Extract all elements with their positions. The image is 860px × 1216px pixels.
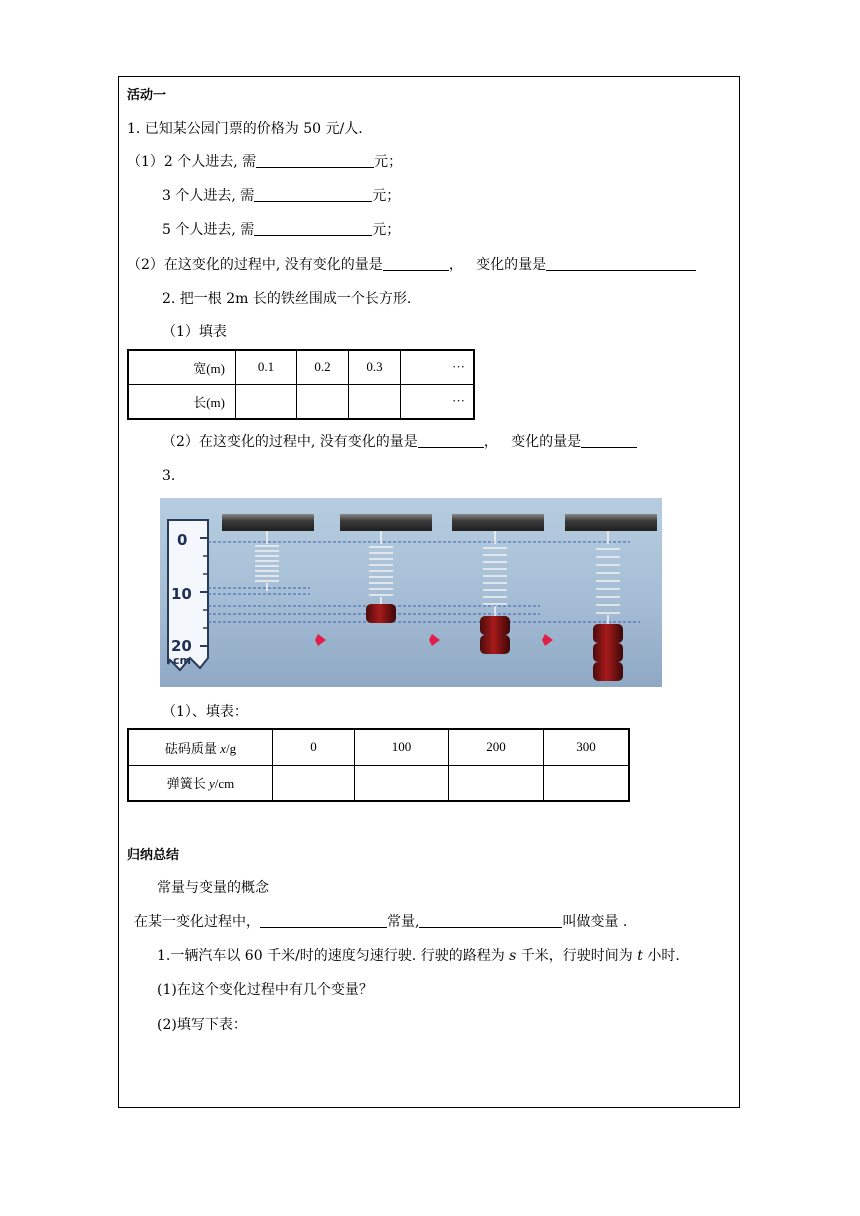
label-unit: /cm <box>214 776 235 792</box>
example-1-question-2: (2)填写下表： <box>157 1017 247 1033</box>
table-input-cell[interactable] <box>544 765 630 801</box>
table-cell: 200 <box>449 729 544 765</box>
ruler-label-10: 10 <box>171 585 192 603</box>
question-1-part-2 <box>127 256 696 274</box>
table-cell <box>128 729 273 765</box>
definition-line <box>134 913 627 931</box>
question-2-part-1: （1）填表 <box>162 324 227 340</box>
table-input-cell[interactable] <box>349 384 401 419</box>
question-2: 2. 把一根 2m 长的铁丝围成一个长方形. <box>162 291 412 307</box>
question-1: 1. 已知某公园门票的价格为 50 元/人. <box>127 121 363 137</box>
answer-blank[interactable] <box>546 256 696 271</box>
concept-heading: 常量与变量的概念 <box>157 880 269 896</box>
support-bar <box>222 514 314 531</box>
table-cell: 0.1 <box>236 350 297 384</box>
answer-blank[interactable] <box>419 913 562 928</box>
question-1-part-a <box>127 153 402 171</box>
definition-text: 在某一变化过程中， <box>134 914 260 930</box>
definition-text: 常量, <box>387 914 420 930</box>
spring-table <box>127 728 630 802</box>
example-text: 小时. <box>642 948 680 964</box>
table-input-cell[interactable] <box>355 765 449 801</box>
label-text: 弹簧长 <box>166 776 209 792</box>
definition-text: 叫做变量 . <box>562 914 628 930</box>
table-input-cell[interactable] <box>297 384 349 419</box>
label-text: 砝码质量 <box>164 740 221 756</box>
question-2-part-2 <box>162 433 637 451</box>
question-text: （1）2 个人进去, 需 <box>127 154 257 170</box>
answer-blank[interactable] <box>254 187 372 202</box>
variable-s: s <box>509 948 517 964</box>
answer-blank[interactable] <box>254 221 372 236</box>
unit-text: 元； <box>374 154 403 170</box>
summary-title: 归纳总结 <box>127 848 180 863</box>
question-1-part-c <box>162 221 400 239</box>
table-cell: 长(m) <box>128 384 236 419</box>
unit-text: 元； <box>372 222 401 238</box>
ruler-unit: cm <box>173 654 191 667</box>
table-input-cell[interactable] <box>236 384 297 419</box>
table-cell: ··· <box>401 384 475 419</box>
support-bar <box>565 514 657 531</box>
question-text: 变化的量是 <box>511 434 582 450</box>
example-text: 1.一辆汽车以 60 千米/时的速度匀速行驶. 行驶的路程为 <box>157 948 510 964</box>
table-cell: 0 <box>273 729 355 765</box>
question-1-part-b <box>162 187 400 205</box>
table-input-cell[interactable] <box>449 765 544 801</box>
support-bar <box>340 514 432 531</box>
support-bar <box>452 514 544 531</box>
answer-blank[interactable] <box>256 153 374 168</box>
ruler-label-20: 20 <box>171 637 192 655</box>
table-cell: ··· <box>401 350 475 384</box>
label-unit: /g <box>225 740 237 756</box>
table-input-cell[interactable] <box>273 765 355 801</box>
answer-blank[interactable] <box>418 433 484 448</box>
variable-y: y <box>208 776 215 792</box>
variable-x: x <box>220 740 226 756</box>
spring-illustration <box>160 498 662 687</box>
variable-t: t <box>637 948 643 964</box>
table-cell: 0.3 <box>349 350 401 384</box>
table-cell <box>128 765 273 801</box>
table-cell: 宽(m) <box>128 350 236 384</box>
table-cell: 0.2 <box>297 350 349 384</box>
answer-blank[interactable] <box>581 433 637 448</box>
ruler-label-0: 0 <box>177 531 188 549</box>
question-text: （2）在这变化的过程中, 没有变化的量是 <box>162 434 418 450</box>
question-3: 3. <box>162 468 176 484</box>
example-1 <box>157 947 680 965</box>
comma: ， <box>448 257 463 273</box>
question-text: 变化的量是 <box>476 257 547 273</box>
answer-blank[interactable] <box>383 256 449 271</box>
table-cell: 300 <box>544 729 630 765</box>
question-text: 5 个人进去, 需 <box>162 222 255 238</box>
example-1-question-1: (1)在这个变化过程中有几个变量？ <box>157 982 373 998</box>
activity-title: 活动一 <box>127 88 167 103</box>
rectangle-table <box>127 349 475 420</box>
table-cell: 100 <box>355 729 449 765</box>
question-3-part-1: （1）、填表： <box>162 704 248 720</box>
comma: ， <box>483 434 498 450</box>
question-text: （2）在这变化的过程中, 没有变化的量是 <box>127 257 383 273</box>
question-text: 3 个人进去, 需 <box>162 188 255 204</box>
example-text: 千米，行驶时间为 <box>516 948 638 964</box>
unit-text: 元； <box>372 188 401 204</box>
answer-blank[interactable] <box>260 913 387 928</box>
